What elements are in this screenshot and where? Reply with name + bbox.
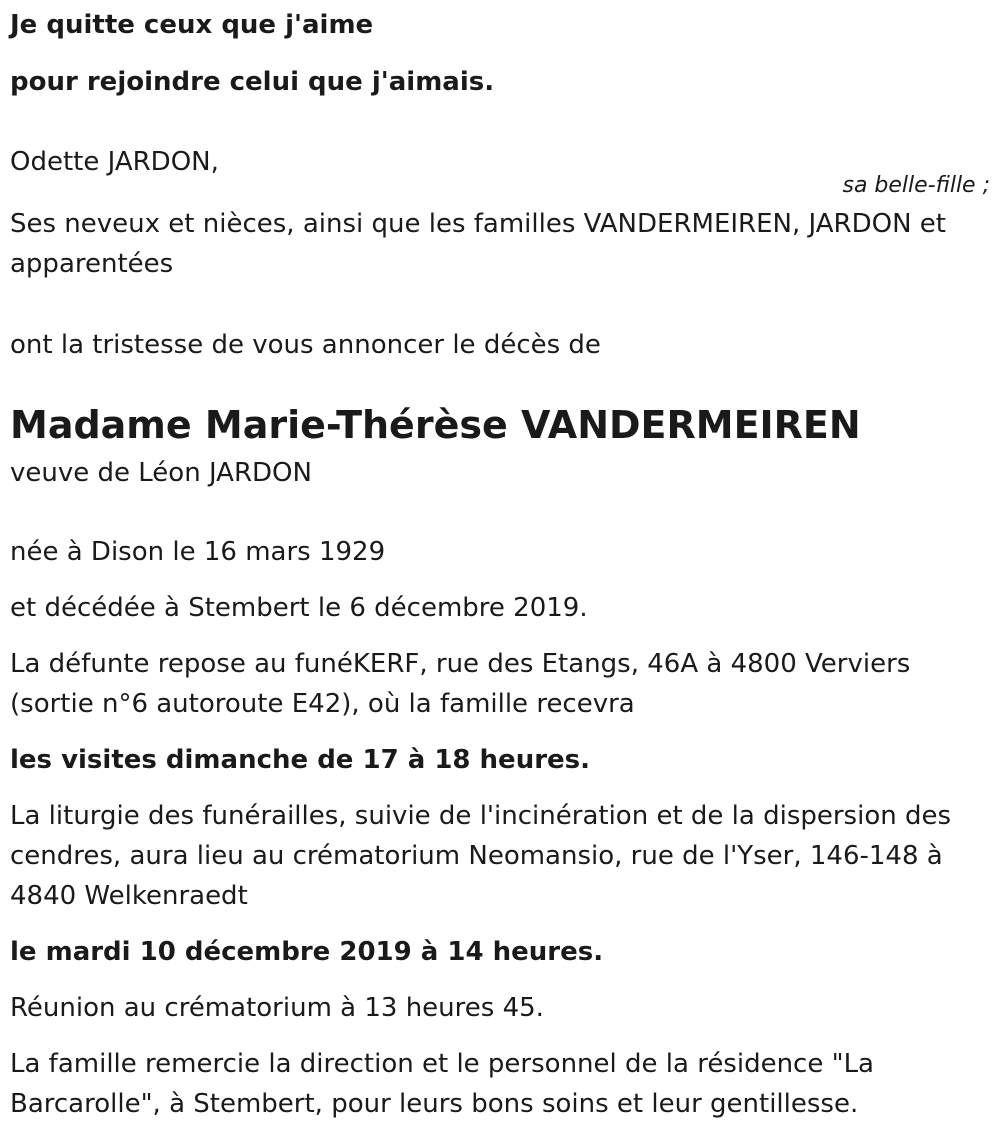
- ceremony-date: le mardi 10 décembre 2019 à 14 heures.: [10, 937, 604, 967]
- epitaph-line-2: pour rejoindre celui que j'aimais.: [10, 67, 495, 97]
- deceased-spouse: veuve de Léon JARDON: [10, 458, 312, 488]
- birth-info: née à Dison le 16 mars 1929: [10, 537, 386, 567]
- visits-info: les visites dimanche de 17 à 18 heures.: [10, 745, 591, 775]
- liturgy-info: La liturgie des funérailles, suivie de l'incinération et de la dispersion des cendres, aura lieu au crématorium Neomansio, rue de l'Yser, 146-148 à 4840 Welkenraedt: [10, 801, 952, 911]
- announcement-text: ont la tristesse de vous annoncer le décès de: [10, 330, 601, 360]
- family-member-odette: Odette JARDON,: [10, 147, 219, 177]
- death-info: et décédée à Stembert le 6 décembre 2019.: [10, 593, 588, 623]
- epitaph-line-1: Je quitte ceux que j'aime: [10, 10, 374, 40]
- repose-info: La défunte repose au funéKERF, rue des Etangs, 46A à 4800 Verviers (sortie n°6 autoroute E42), où la famille recevra: [10, 649, 911, 719]
- meeting-info: Réunion au crématorium à 13 heures 45.: [10, 993, 544, 1023]
- family-member-relation: sa belle-fille ;: [842, 173, 990, 198]
- thanks-text: La famille remercie la direction et le personnel de la résidence "La Barcarolle", à Stembert, pour leurs bons soins et leur gentillesse.: [10, 1049, 874, 1119]
- family-others: Ses neveux et nièces, ainsi que les familles VANDERMEIREN, JARDON et apparentées: [10, 209, 946, 279]
- deceased-name: Madame Marie-Thérèse VANDERMEIREN: [10, 403, 861, 447]
